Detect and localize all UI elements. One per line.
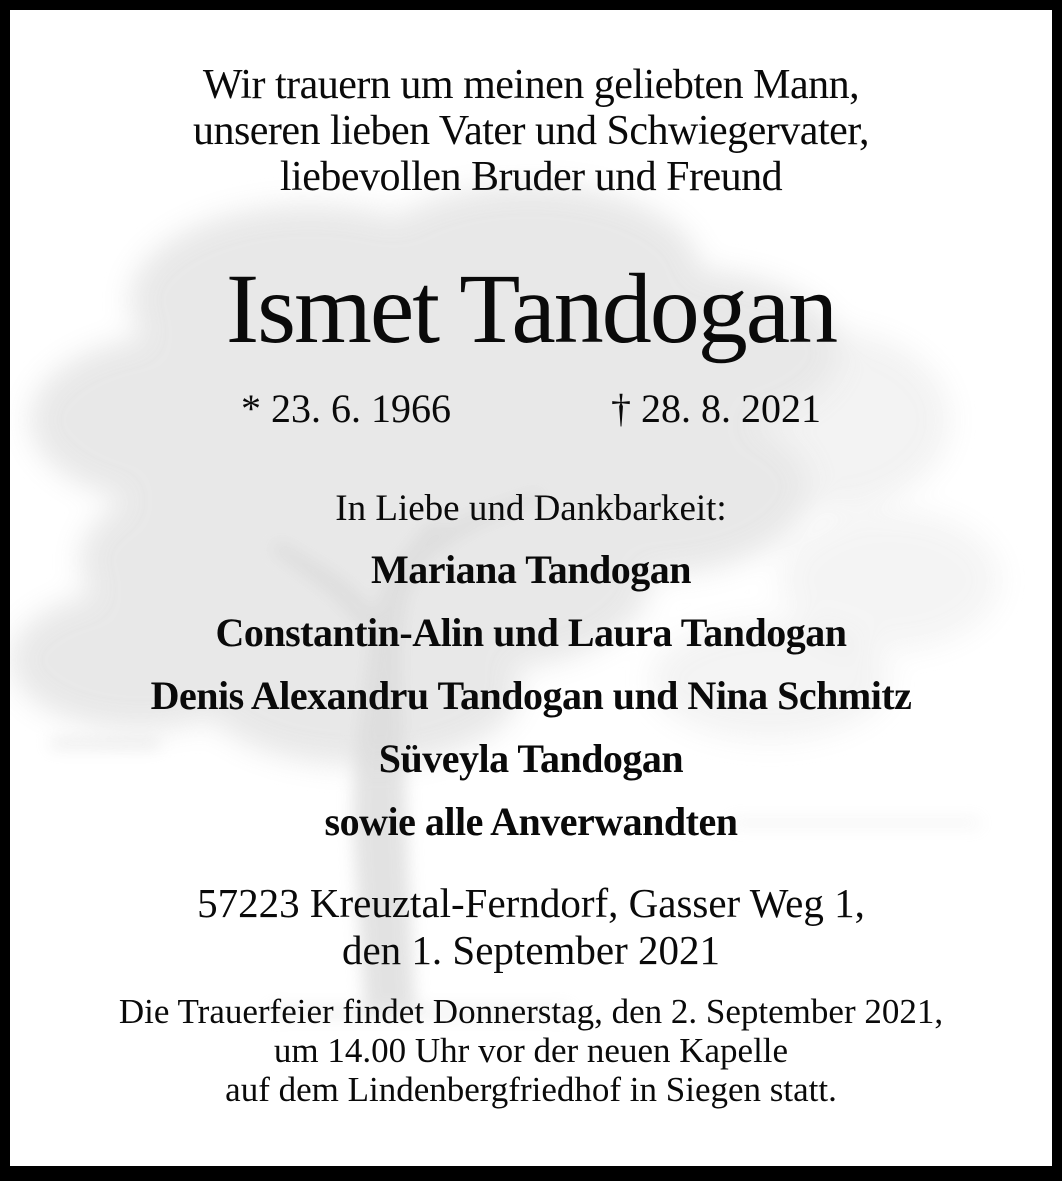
mourners-list xyxy=(10,549,1052,843)
intro-text xyxy=(10,62,1052,200)
address-block xyxy=(10,880,1052,974)
mourner-line-1: Mariana Tandogan xyxy=(371,547,691,592)
mourner-line-3: Denis Alexandru Tandogan und Nina Schmitz xyxy=(150,673,912,718)
funeral-line-1: Die Trauerfeier findet Donnerstag, den 2. September 2021, xyxy=(118,992,944,1031)
address-line-1: 57223 Kreuztal-Ferndorf, Gasser Weg 1, xyxy=(197,880,865,926)
birth-date: * 23. 6. 1966 xyxy=(241,386,451,431)
address-line-2: den 1. September 2021 xyxy=(341,927,721,973)
mourner-line-2: Constantin-Alin und Laura Tandogan xyxy=(215,610,847,655)
deceased-name: Ismet Tandogan xyxy=(225,253,837,364)
mourner-line-4: Süveyla Tandogan xyxy=(378,736,684,781)
mourner-line-5: sowie alle Anverwandten xyxy=(324,799,738,844)
life-dates xyxy=(10,385,1052,433)
funeral-info-block xyxy=(10,992,1052,1109)
death-date: † 28. 8. 2021 xyxy=(611,386,821,431)
funeral-line-2: um 14.00 Uhr vor der neuen Kapelle xyxy=(273,1031,789,1070)
intro-line-3: liebevollen Bruder und Freund xyxy=(279,154,783,200)
intro-line-1: Wir trauern um meinen geliebten Mann, xyxy=(202,62,860,108)
paper-sheet xyxy=(10,10,1052,1166)
funeral-line-3: auf dem Lindenbergfriedhof in Siegen statt. xyxy=(225,1070,837,1109)
dedication-line: In Liebe und Dankbarkeit: xyxy=(335,488,727,529)
intro-line-2: unseren lieben Vater und Schwiegervater, xyxy=(192,108,870,154)
notice-content xyxy=(10,10,1052,1109)
